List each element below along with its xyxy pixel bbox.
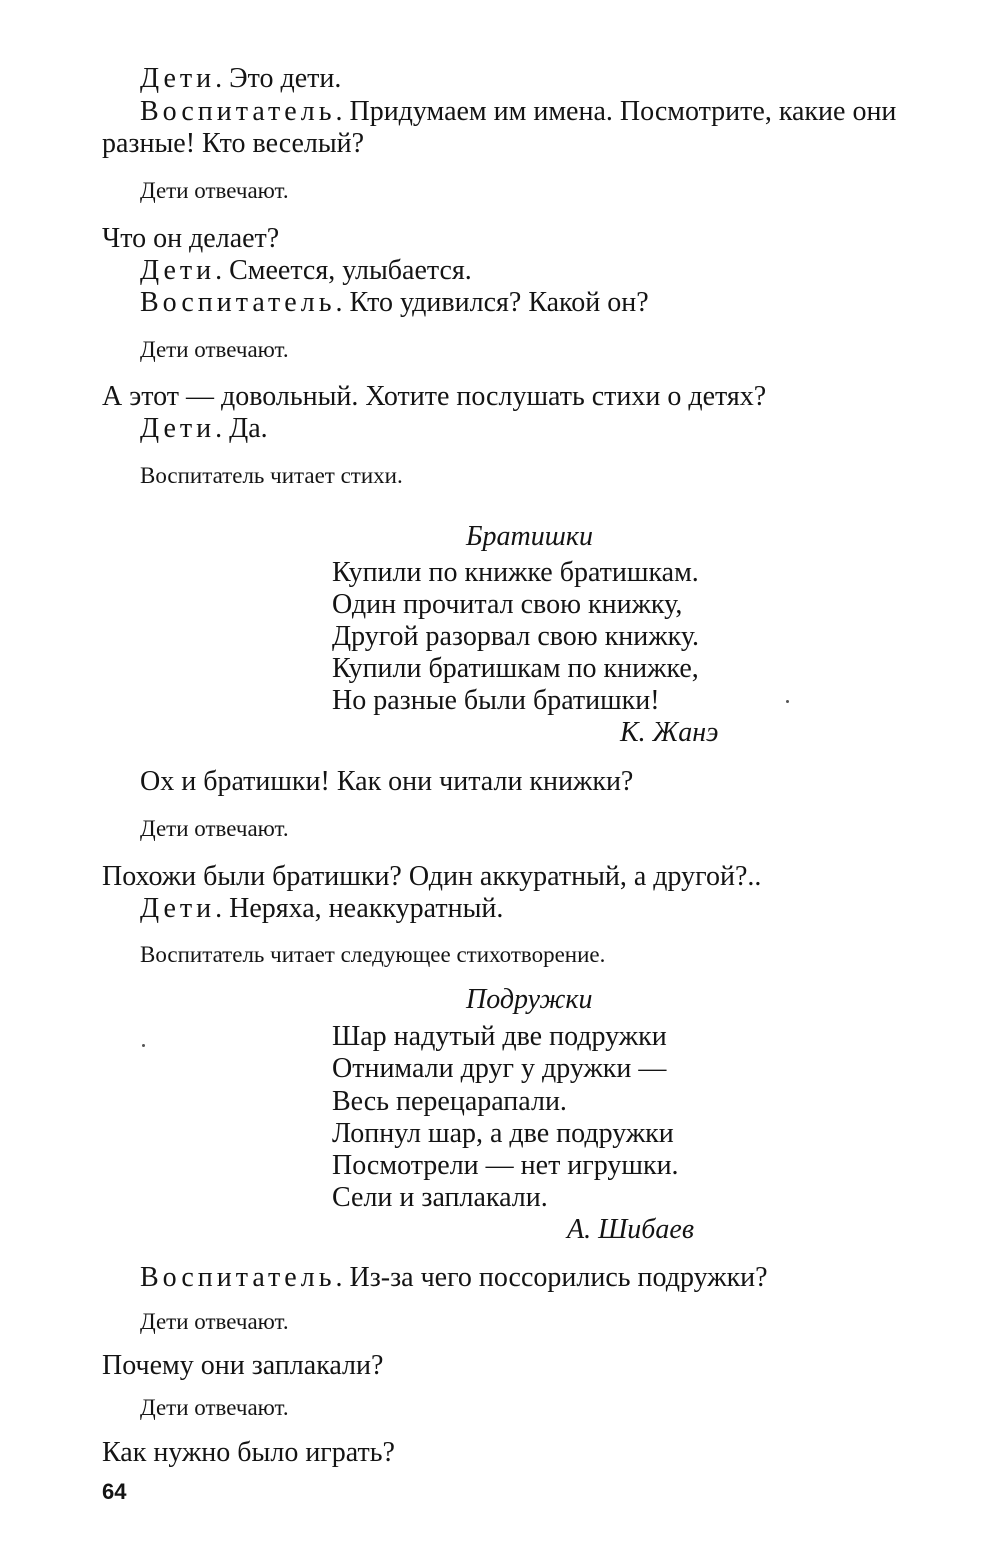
page-number: 64 — [102, 1479, 127, 1504]
poem-author: А. Шибаев — [567, 1214, 694, 1245]
text-line: Как нужно было играть? — [102, 1437, 395, 1468]
text-line: разные! Кто веселый? — [102, 128, 365, 159]
stage-direction: Дети отвечают. — [140, 178, 289, 203]
text-line: А этот — довольный. Хотите послушать стихи о детях? — [102, 381, 767, 412]
print-speck — [786, 700, 789, 703]
poem-line: Посмотрели — нет игрушки. — [332, 1150, 679, 1181]
dialogue-line: Дети. Неряха, неаккуратный. — [140, 893, 504, 924]
poem-line: Отнимали друг у дружки — — [332, 1053, 667, 1084]
poem-line: Лопнул шар, а две подружки — [332, 1118, 674, 1149]
poem-line: Другой разорвал свою книжку. — [332, 621, 700, 652]
poem-line: Сели и заплакали. — [332, 1182, 548, 1213]
stage-direction: Дети отвечают. — [140, 1309, 289, 1334]
stage-direction: Дети отвечают. — [140, 816, 289, 841]
dialogue-line: Воспитатель. Из-за чего поссорились подружки? — [140, 1262, 768, 1293]
stage-direction: Воспитатель читает стихи. — [140, 463, 403, 488]
poem-line: Один прочитал свою книжку, — [332, 589, 683, 620]
stage-direction: Дети отвечают. — [140, 337, 289, 362]
text-line: Почему они заплакали? — [102, 1350, 384, 1381]
stage-direction: Воспитатель читает следующее стихотворение. — [140, 942, 606, 967]
dialogue-line: Дети. Это дети. — [140, 63, 342, 94]
text-line: Что он делает? — [102, 223, 280, 254]
dialogue-line: Дети. Смеется, улыбается. — [140, 255, 472, 286]
speaker-name: Дети — [140, 893, 216, 924]
dialogue-line: Воспитатель. Кто удивился? Какой он? — [140, 287, 649, 318]
speaker-name: Воспитатель — [140, 287, 336, 318]
stage-direction: Дети отвечают. — [140, 1395, 289, 1420]
speaker-name: Дети — [140, 255, 216, 286]
poem-line: Но разные были братишки! — [332, 685, 660, 716]
speaker-name: Дети — [140, 63, 216, 94]
dialogue-line: Воспитатель. Придумаем им имена. Посмотрите, какие они — [140, 96, 897, 127]
poem-title: Братишки — [466, 521, 593, 552]
print-speck — [142, 1044, 145, 1047]
poem-title: Подружки — [466, 984, 593, 1015]
speaker-name: Дети — [140, 413, 216, 444]
text-line: Похожи были братишки? Один аккуратный, а другой?.. — [102, 861, 762, 892]
speaker-name: Воспитатель — [140, 96, 336, 127]
poem-line: Весь перецарапали. — [332, 1086, 567, 1117]
poem-author: К. Жанэ — [620, 717, 719, 748]
speaker-name: Воспитатель — [140, 1262, 336, 1293]
poem-line: Купили по книжке братишкам. — [332, 557, 699, 588]
dialogue-line: Дети. Да. — [140, 413, 268, 444]
poem-line: Купили братишкам по книжке, — [332, 653, 699, 684]
poem-line: Шар надутый две подружки — [332, 1021, 667, 1052]
text-line: Ох и братишки! Как они читали книжки? — [140, 766, 634, 797]
